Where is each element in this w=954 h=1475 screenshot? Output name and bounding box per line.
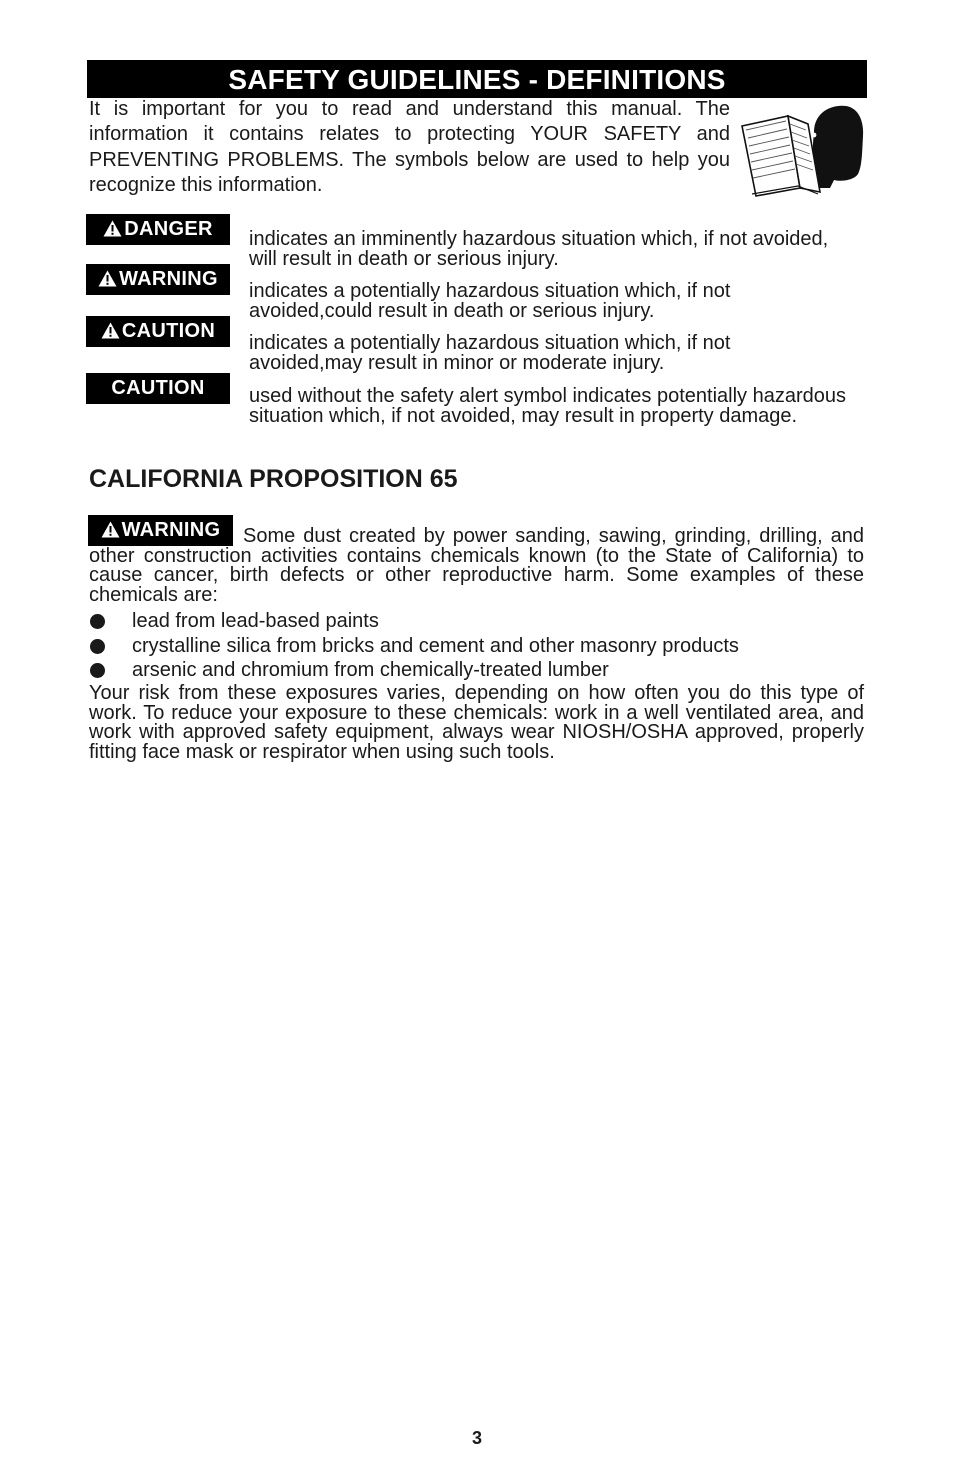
prop65-warning-badge-label: WARNING bbox=[121, 519, 221, 541]
bullet-icon bbox=[90, 614, 105, 629]
list-item-text: lead from lead-based paints bbox=[132, 610, 379, 632]
list-item-text: arsenic and chromium from chemically-treated lumber bbox=[132, 659, 609, 681]
safety-alert-icon bbox=[98, 270, 117, 287]
prop65-title: CALIFORNIA PROPOSITION 65 bbox=[89, 465, 458, 493]
page-number: 3 bbox=[471, 1428, 482, 1448]
warning-badge-label: WARNING bbox=[119, 268, 218, 290]
prop65-warning-text-content: Some dust created by power sanding, sawing, grinding, drilling, and other construction activities contains chemicals known (to the State of California) to cause cancer, birth defects or other reproductive harm. Some examples of these chemicals are: bbox=[89, 525, 864, 606]
bullet-icon bbox=[90, 663, 105, 678]
list-item-text: crystalline silica from bricks and cement and other masonry products bbox=[132, 634, 739, 657]
caution-no-symbol-badge bbox=[86, 373, 230, 404]
caution-definition: indicates a potentially hazardous situation which, if not avoided,may result in minor or moderate injury. bbox=[249, 332, 731, 374]
page-title: SAFETY GUIDELINES - DEFINITIONS bbox=[87, 60, 867, 98]
bullet-icon bbox=[90, 639, 105, 654]
safety-alert-icon bbox=[103, 220, 122, 237]
safety-alert-icon bbox=[101, 322, 120, 339]
caution-no-symbol-definition: used without the safety alert symbol indicates potentially hazardous situation which, if not avoided, may result in property damage. bbox=[249, 385, 847, 427]
list-item bbox=[89, 609, 864, 634]
list-item bbox=[89, 634, 864, 659]
danger-definition: indicates an imminently hazardous situation which, if not avoided, will result in death or serious injury. bbox=[249, 228, 829, 270]
prop65-warning-text bbox=[89, 527, 864, 605]
intro-paragraph: It is important for you to read and understand this manual. The information it contains relates to protecting YOUR SAFETY and PREVENTING PROBLEMS. The symbols below are used to help you recognize this information. bbox=[89, 98, 730, 196]
person-reading-manual-icon bbox=[738, 102, 866, 198]
caution-badge-label: CAUTION bbox=[121, 320, 216, 342]
warning-definition: indicates a potentially hazardous situation which, if not avoided,could result in death or serious injury. bbox=[249, 280, 731, 322]
danger-badge-label: DANGER bbox=[124, 218, 213, 240]
caution-no-symbol-badge-label: CAUTION bbox=[111, 377, 205, 399]
prop65-closing-text: Your risk from these exposures varies, depending on how often you do this type of work. To reduce your exposure to these chemicals: work in a well ventilated area, and work with approved safety equipment, always wear NIOSH/OSHA approved, properly fitting face mask or respirator when using such tools. bbox=[89, 682, 864, 763]
chemical-examples-list bbox=[89, 609, 864, 683]
danger-badge bbox=[86, 214, 230, 245]
warning-badge bbox=[86, 264, 230, 295]
list-item bbox=[89, 658, 864, 683]
caution-badge bbox=[86, 316, 230, 347]
